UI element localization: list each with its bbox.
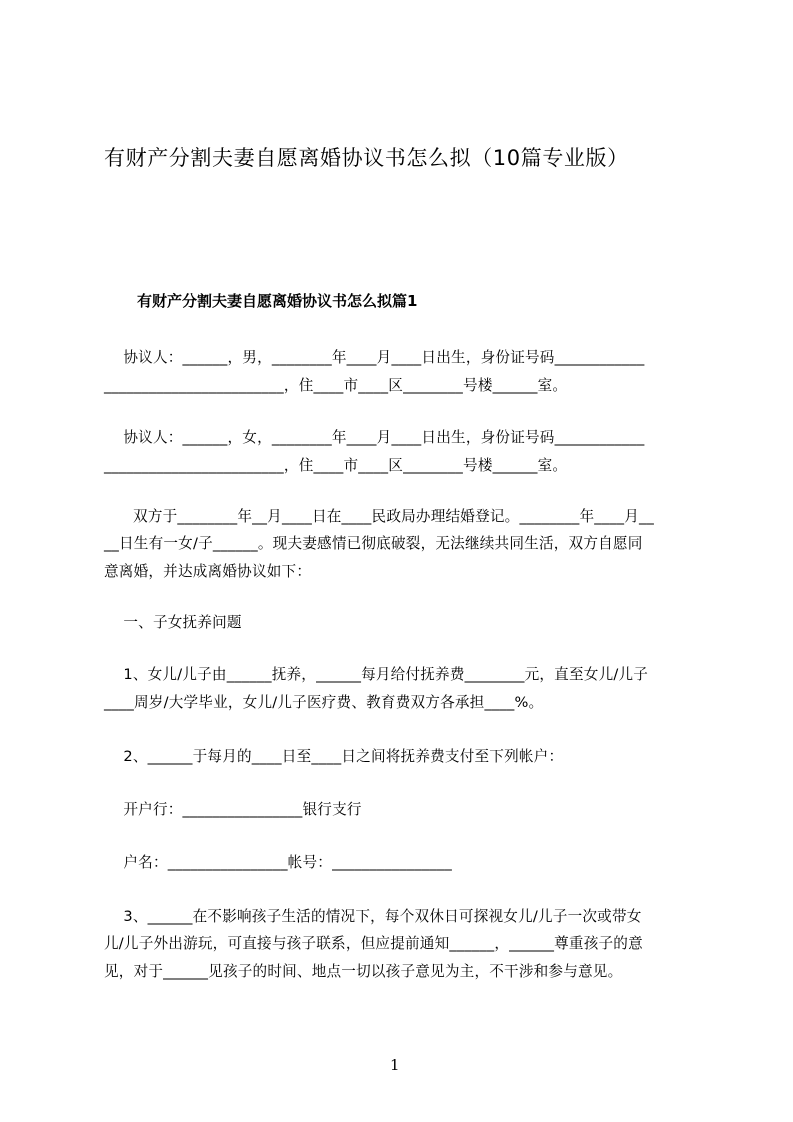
section-heading: 一、子女抚养问题: [104, 614, 242, 631]
paragraph-line: ____周岁/大学毕业，女儿/儿子医疗费、教育费双方各承担____%。: [104, 694, 544, 711]
bank-line: 开户行：________________银行支行: [104, 801, 362, 818]
paragraph-line: ________________________，住____市____区________号楼______室。: [104, 377, 568, 394]
paragraph-line: 意离婚，并达成离婚协议如下：: [104, 563, 312, 580]
paragraph-line: 1、女儿/儿子由______抚养，______每月给付抚养费________元，直至女儿/儿子: [104, 666, 649, 683]
paragraph-line: 见，对于______见孩子的时间、地点一切以孩子意见为主，不干涉和参与意见。: [104, 963, 623, 980]
paragraph-line: __日生有一女/子______。现夫妻感情已彻底破裂，无法继续共同生活，双方自愿同: [104, 535, 643, 552]
paragraph-line: 2、______于每月的____日至____日之间将抚养费支付至下列帐户：: [104, 748, 564, 765]
paragraph-line: 儿/儿子外出游玩，可直接与孩子联系，但应提前通知______，______尊重孩子的意: [104, 935, 643, 952]
paragraph-line: ________________________，住____市____区________号楼______室。: [104, 457, 568, 474]
account-line: 户名：________________帐号：________________: [104, 854, 453, 871]
paragraph-line: 协议人：______，男，________年____月____日出生，身份证号码____________: [104, 349, 645, 366]
paragraph-line: 双方于________年__月____日在____民政局办理结婚登记。________年____月__: [104, 508, 655, 525]
paragraph-line: 3、______在不影响孩子生活的情况下，每个双休日可探视女儿/儿子一次或带女: [104, 908, 642, 925]
paragraph-line: 协议人：______，女，________年____月____日出生，身份证号码____________: [104, 429, 645, 446]
section-title: 有财产分割夫妻自愿离婚协议书怎么拟篇1: [137, 292, 418, 310]
document-title: 有财产分割夫妻自愿离婚协议书怎么拟（10篇专业版）: [104, 146, 629, 170]
page-number: 1: [390, 1056, 400, 1074]
